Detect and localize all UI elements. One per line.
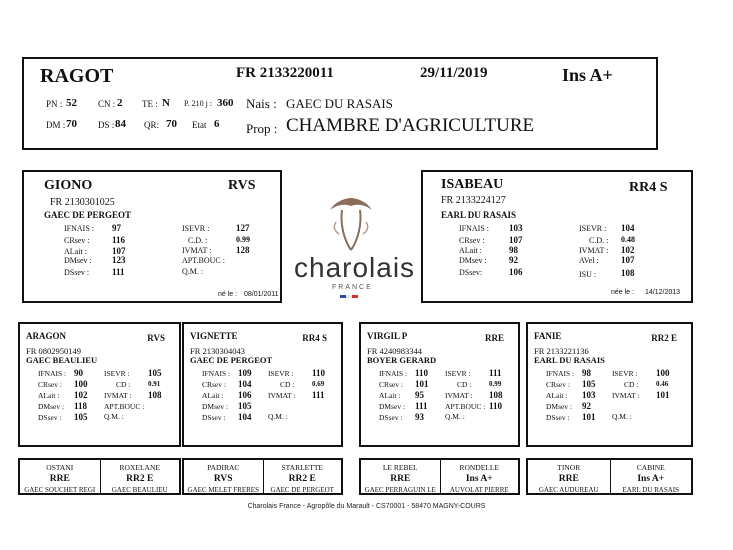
gp-ivmat-label: IVMAT : <box>445 391 473 400</box>
sire-ifnais-label: IFNAIS : <box>64 224 95 233</box>
footer-address: Charolais France - Agropôle du Marault - CS70001 - 58470 MAGNY-COURS <box>247 503 486 510</box>
pn-value: 52 <box>66 97 77 109</box>
ggp-owner: EARL DU RASAIS <box>622 486 680 494</box>
gp-ifnais-label: IFNAIS : <box>379 369 408 378</box>
animal-header-card <box>22 57 658 150</box>
ggp-name: PADIRAC <box>207 463 240 472</box>
prop-value: CHAMBRE D'AGRICULTURE <box>286 115 535 136</box>
ggp-owner: GAEC PERRAGUIN LE <box>364 486 436 494</box>
gp-ivmat-label: IVMAT : <box>612 391 640 400</box>
dam-ifnais-label: IFNAIS : <box>459 224 490 233</box>
grandparent-card <box>526 322 693 447</box>
dam-born-label: née le : <box>611 289 634 296</box>
sire-type: RVS <box>228 178 256 193</box>
charolais-logo <box>292 196 416 304</box>
te-value: N <box>162 97 170 109</box>
gp-aptbouc-label: APT.BOUC : <box>445 402 486 411</box>
gp-dssev-value: 101 <box>582 412 596 422</box>
logo-brand: charolais <box>294 252 416 283</box>
gp-crsev-value: 104 <box>238 379 252 389</box>
nais-value: GAEC DU RASAIS <box>286 96 393 111</box>
gp-isevr-value: 105 <box>148 368 162 378</box>
great-grandparent-cell <box>184 460 263 493</box>
ggp-owner: GAEC AUDUREAU <box>538 486 599 494</box>
great-grandparent-cell <box>263 460 342 493</box>
animal-id: FR 2133220011 <box>236 65 334 81</box>
gp-cd-value: 0.91 <box>148 380 161 388</box>
ggp-rating: Ins A+ <box>637 474 665 484</box>
gp-alait-label: ALait : <box>379 391 401 400</box>
dam-ifnais-value: 103 <box>509 223 523 233</box>
gp-id: FR 4240983344 <box>367 346 423 356</box>
ggp-name: OSTANI <box>46 463 74 472</box>
ggp-owner: AUVOLAT PIERRE <box>449 486 509 494</box>
sire-dssev-value: 111 <box>112 267 125 277</box>
gp-dssev-label: DSsev : <box>38 413 62 422</box>
sire-dmsev-label: DMsev : <box>64 256 92 265</box>
gp-crsev-label: CRsev : <box>202 380 226 389</box>
gp-breeder: EARL DU RASAIS <box>534 355 605 365</box>
nais-label: Nais : <box>246 96 277 111</box>
gp-breeder: GAEC DE PERGEOT <box>190 355 273 365</box>
great-grandparent-pair <box>359 458 520 495</box>
gp-dmsev-label: DMsev : <box>202 402 229 411</box>
sire-isevr-value: 127 <box>236 223 250 233</box>
ds-label: DS : <box>98 120 115 130</box>
gp-ivmat-value: 111 <box>312 390 325 400</box>
gp-id: FR 0802950149 <box>26 346 82 356</box>
gp-dssev-value: 105 <box>74 412 88 422</box>
gp-name: VIRGIL P <box>367 331 408 341</box>
gp-dssev-label: DSsev : <box>379 413 403 422</box>
dam-isu-value: 108 <box>621 268 635 278</box>
pn-label: PN : <box>46 99 63 109</box>
ggp-owner: GAEC MELET FRERES <box>187 486 259 494</box>
gp-alait-label: ALait : <box>546 391 568 400</box>
cn-label: CN : <box>98 99 116 109</box>
gp-alait-label: ALait : <box>202 391 224 400</box>
gp-cd-label: CD : <box>116 380 131 389</box>
dam-alait-label: ALait : <box>459 246 482 255</box>
gp-ivmat-label: IVMAT : <box>104 391 132 400</box>
gp-cd-label: CD : <box>280 380 295 389</box>
gp-qm-label: Q.M. : <box>104 412 124 421</box>
gp-ifnais-value: 98 <box>582 368 591 378</box>
dam-isu-label: ISU : <box>579 270 597 279</box>
gp-crsev-label: CRsev : <box>38 380 62 389</box>
sire-crsev-value: 116 <box>112 235 126 245</box>
dam-crsev-label: CRsev : <box>459 236 485 245</box>
gp-alait-value: 103 <box>582 390 596 400</box>
gp-isevr-label: ISEVR : <box>268 369 294 378</box>
ds-value: 84 <box>115 118 126 130</box>
dm-label: DM : <box>46 120 66 130</box>
animal-date: 29/11/2019 <box>420 65 488 81</box>
great-grandparent-cell <box>440 460 519 493</box>
great-grandparent-cell <box>100 460 180 493</box>
dam-alait-value: 98 <box>509 245 518 255</box>
great-grandparent-pair <box>526 458 693 495</box>
gp-qm-label: Q.M. : <box>268 412 288 421</box>
gp-name: VIGNETTE <box>190 331 238 341</box>
sire-alait-label: ALait : <box>64 247 87 256</box>
ggp-name: TINOR <box>557 463 581 472</box>
sire-aptbouc-label: APT.BOUC : <box>182 256 225 265</box>
gp-alait-value: 95 <box>415 390 424 400</box>
gp-dssev-label: DSsev : <box>546 413 570 422</box>
animal-status: Ins A+ <box>562 65 613 85</box>
gp-name: FANIE <box>534 331 562 341</box>
dam-ivmat-value: 102 <box>621 245 635 255</box>
great-grandparent-pair <box>18 458 181 495</box>
gp-cd-value: 0.69 <box>312 380 325 388</box>
gp-crsev-label: CRsev : <box>379 380 403 389</box>
gp-dmsev-label: DMsev : <box>38 402 65 411</box>
ggp-owner: GAEC DE PERGEOT <box>270 486 334 494</box>
ggp-owner: GAEC SOUCHET REGI <box>24 486 96 494</box>
gp-ifnais-label: IFNAIS : <box>546 369 575 378</box>
gp-isevr-label: ISEVR : <box>445 369 471 378</box>
gp-alait-value: 102 <box>74 390 88 400</box>
gp-ifnais-value: 90 <box>74 368 83 378</box>
grandparent-card <box>18 322 181 447</box>
sire-crsev-label: CRsev : <box>64 236 90 245</box>
gp-ifnais-label: IFNAIS : <box>38 369 67 378</box>
p210-label: P. 210 j : <box>184 99 213 108</box>
gp-ivmat-label: IVMAT : <box>268 391 296 400</box>
gp-breeder: GAEC BEAULIEU <box>26 355 98 365</box>
ggp-rating: RVS <box>213 474 233 484</box>
sire-ivmat-value: 128 <box>236 245 250 255</box>
gp-crsev-value: 101 <box>415 379 429 389</box>
sire-id: FR 2130301025 <box>50 197 115 208</box>
dam-card <box>421 170 693 303</box>
gp-type: RR4 S <box>302 333 327 343</box>
gp-ifnais-label: IFNAIS : <box>202 369 231 378</box>
gp-isevr-value: 111 <box>489 368 502 378</box>
sire-card <box>22 170 282 303</box>
p210-value: 360 <box>217 97 234 109</box>
gp-ifnais-value: 109 <box>238 368 252 378</box>
dam-name: ISABEAU <box>441 177 504 192</box>
gp-crsev-label: CRsev : <box>546 380 570 389</box>
qr-value: 70 <box>166 118 177 130</box>
ggp-name: STARLETTE <box>281 463 323 472</box>
sire-qm-label: Q.M. : <box>182 267 204 276</box>
dam-ivmat-label: IVMAT : <box>579 246 609 255</box>
ggp-name: ROXELANE <box>119 463 160 472</box>
sire-cd-label: C.D. : <box>188 236 208 245</box>
gp-dmsev-value: 92 <box>582 401 591 411</box>
logo-sub: FRANCE <box>332 284 373 291</box>
prop-label: Prop : <box>246 121 278 136</box>
gp-qm-label: Q.M. : <box>445 412 465 421</box>
great-grandparent-cell <box>20 460 100 493</box>
gp-dmsev-label: DMsev : <box>379 402 406 411</box>
gp-ivmat-value: 101 <box>656 390 670 400</box>
gp-qm-label: Q.M. : <box>612 412 632 421</box>
gp-dmsev-value: 111 <box>415 401 428 411</box>
sire-dssev-label: DSsev : <box>64 268 90 277</box>
gp-name: ARAGON <box>26 331 66 341</box>
great-grandparent-pair <box>182 458 343 495</box>
dam-dssev-value: 106 <box>509 267 523 277</box>
gp-cd-label: CD : <box>457 380 472 389</box>
gp-isevr-label: ISEVR : <box>104 369 130 378</box>
gp-isevr-label: ISEVR : <box>612 369 638 378</box>
sire-ifnais-value: 97 <box>112 223 121 233</box>
gp-alait-value: 106 <box>238 390 252 400</box>
gp-crsev-value: 100 <box>74 379 88 389</box>
gp-type: RVS <box>147 333 165 343</box>
dam-born-value: 14/12/2013 <box>645 289 681 296</box>
dam-breeder: EARL DU RASAIS <box>441 210 517 220</box>
dam-cd-label: C.D. : <box>589 236 609 245</box>
dam-dmsev-value: 92 <box>509 255 518 265</box>
sire-born-label: né le : <box>218 291 238 298</box>
gp-isevr-value: 110 <box>312 368 326 378</box>
bull-head-icon <box>292 196 410 254</box>
ggp-rating: RRE <box>49 474 70 484</box>
ggp-rating: RRE <box>390 474 411 484</box>
gp-aptbouc-label: APT.BOUC : <box>104 402 145 411</box>
dam-crsev-value: 107 <box>509 235 523 245</box>
great-grandparent-cell <box>610 460 692 493</box>
dam-dmsev-label: DMsev : <box>459 256 487 265</box>
ggp-name: LE REBEL <box>382 463 418 472</box>
sire-name: GIONO <box>44 178 93 193</box>
gp-dmsev-value: 105 <box>238 401 252 411</box>
ggp-rating: RRE <box>558 474 579 484</box>
ggp-rating: RR2 E <box>288 474 316 484</box>
gp-dmsev-value: 118 <box>74 401 88 411</box>
dam-type: RR4 S <box>629 180 668 195</box>
gp-alait-label: ALait : <box>38 391 60 400</box>
flag-red <box>352 295 358 298</box>
gp-dssev-value: 104 <box>238 412 252 422</box>
great-grandparent-cell <box>528 460 610 493</box>
qr-label: QR: <box>144 120 160 130</box>
ggp-rating: RR2 E <box>126 474 154 484</box>
gp-ivmat-value: 108 <box>148 390 162 400</box>
sire-isevr-label: ISEVR : <box>182 224 210 233</box>
gp-cd-value: 0.99 <box>489 380 502 388</box>
gp-crsev-value: 105 <box>582 379 596 389</box>
ggp-owner: GAEC BEAULIEU <box>111 486 168 494</box>
dam-avel-value: 107 <box>621 255 635 265</box>
sire-born-value: 08/01/2011 <box>244 291 279 298</box>
etat-value: 6 <box>214 118 220 130</box>
dam-isevr-value: 104 <box>621 223 635 233</box>
gp-dssev-label: DSsev : <box>202 413 226 422</box>
dam-cd-value: 0.48 <box>621 235 635 244</box>
ggp-name: RONDELLE <box>459 463 500 472</box>
gp-cd-label: CD : <box>624 380 639 389</box>
grandparent-card <box>359 322 520 447</box>
dam-isevr-label: ISEVR : <box>579 224 607 233</box>
etat-label: Etat <box>192 120 207 130</box>
gp-isevr-value: 100 <box>656 368 670 378</box>
gp-ivmat-value: 108 <box>489 390 503 400</box>
gp-breeder: BOYER GERARD <box>367 355 437 365</box>
sire-breeder: GAEC DE PERGEOT <box>44 210 132 220</box>
gp-dssev-value: 93 <box>415 412 424 422</box>
dam-dssev-label: DSsev: <box>459 268 483 277</box>
sire-cd-value: 0.99 <box>236 235 250 244</box>
gp-ifnais-value: 110 <box>415 368 429 378</box>
dam-id: FR 2133224127 <box>441 195 506 206</box>
gp-cd-value: 0.46 <box>656 380 669 388</box>
sire-alait-value: 107 <box>112 246 126 256</box>
gp-dmsev-label: DMsev : <box>546 402 573 411</box>
gp-type: RR2 E <box>651 333 677 343</box>
animal-name: RAGOT <box>40 65 114 87</box>
dam-avel-label: AVel : <box>579 256 599 265</box>
great-grandparent-cell <box>361 460 440 493</box>
gp-type: RRE <box>484 333 504 343</box>
sire-dmsev-value: 123 <box>112 255 126 265</box>
ggp-rating: Ins A+ <box>465 474 493 484</box>
gp-id: FR 2130304043 <box>190 346 246 356</box>
te-label: TE : <box>142 99 158 109</box>
cn-value: 2 <box>117 97 123 109</box>
dm-value: 70 <box>66 118 77 130</box>
gp-aptbouc-value: 110 <box>489 401 503 411</box>
gp-id: FR 2133221136 <box>534 346 589 356</box>
sire-ivmat-label: IVMAT : <box>182 246 212 255</box>
ggp-name: CABINE <box>636 463 665 472</box>
grandparent-card <box>182 322 343 447</box>
